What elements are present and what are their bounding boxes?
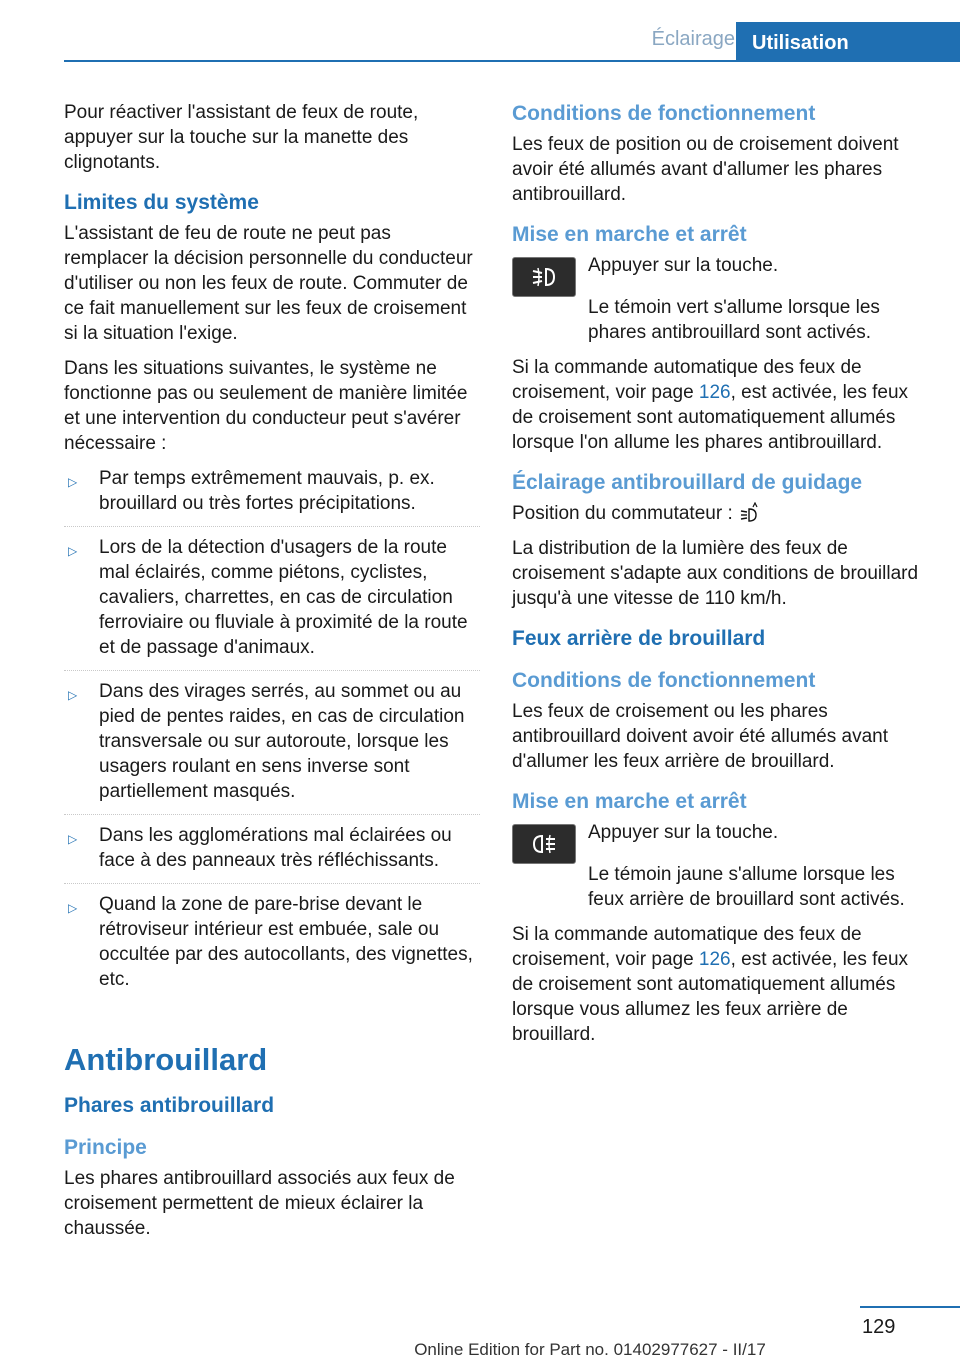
limits-heading: Limites du système bbox=[64, 191, 259, 214]
list-item: ▷ Quand la zone de pare-brise devant le rétroviseur intérieur est embuée, sale ou occultée par des autocollants, des vignettes, etc. bbox=[68, 894, 473, 990]
edition-note: Online Edition for Part no. 01402977627 - II/17 bbox=[414, 1340, 766, 1359]
rear-fog-button-row bbox=[512, 820, 928, 870]
page-link[interactable]: 126 bbox=[698, 382, 731, 403]
section-tab[interactable]: Éclairage bbox=[651, 28, 735, 50]
list-item: ▷ Dans les agglomérations mal éclairées ou face à des panneaux très réfléchissants. bbox=[64, 823, 480, 884]
auto-paragraph-1: Si la commande automatique des feux de croisement, voir page 126, est activée, les feux de croisement sont automatiquement allumés lorsque l'on allume les phares antibrouillard. bbox=[512, 357, 909, 453]
page-link[interactable]: 126 bbox=[698, 949, 731, 970]
triangle-bullet-icon: ▷ bbox=[68, 832, 78, 846]
conditions-heading-1: Conditions de fonctionnement bbox=[512, 102, 816, 125]
page-number: 129 bbox=[862, 1316, 896, 1338]
front-fog-button-icon bbox=[512, 257, 576, 297]
limits-paragraph-1: L'assistant de feu de route ne peut pas remplacer la décision personnelle du conducteur d'utiliser ou non les feux de route. Commuter de ce fait manuellement sur les feux de croisement si la situation l'exige. bbox=[64, 223, 473, 344]
press-instruction-1: Appuyer sur la touche. bbox=[588, 255, 779, 276]
right-column bbox=[512, 100, 928, 1057]
limits-list bbox=[64, 466, 480, 1002]
conditions-paragraph-2: Les feux de croisement ou les phares antibrouillard doivent avoir été allumés avant d'allumer les feux arrière de brouillard. bbox=[512, 701, 888, 772]
switch-position-line: Position du commutateur : bbox=[512, 501, 928, 526]
triangle-bullet-icon: ▷ bbox=[68, 475, 78, 489]
rear-fog-heading: Feux arrière de brouillard bbox=[512, 627, 766, 650]
left-column bbox=[64, 100, 480, 1251]
active-section-tab[interactable]: Utilisation bbox=[736, 22, 960, 62]
principle-heading: Principe bbox=[64, 1136, 147, 1159]
conditions-paragraph-1: Les feux de position ou de croisement doivent avoir été allumés avant d'allumer les phares antibrouillard. bbox=[512, 134, 899, 205]
conditions-heading-2: Conditions de fonctionnement bbox=[512, 669, 816, 692]
intro-paragraph: Pour réactiver l'assistant de feux de route, appuyer sur la touche sur la manette des clignotants. bbox=[64, 102, 419, 173]
guide-heading: Éclairage antibrouillard de guidage bbox=[512, 471, 863, 494]
list-item: ▷ Lors de la détection d'usagers de la route mal éclairés, comme piétons, cyclistes, cavaliers, charrettes, en cas de circulation ferroviaire ou fluviale à proximité de la route et de passage d'animaux. bbox=[64, 535, 480, 671]
main-heading: Antibrouillard bbox=[64, 1042, 268, 1077]
limits-paragraph-2: Dans les situations suivantes, le système ne fonctionne pas ou seulement de manière limitée et une intervention du conducteur peut s'avérer nécessaire : bbox=[64, 358, 468, 454]
on-off-heading-1: Mise en marche et arrêt bbox=[512, 223, 747, 246]
footer-rule bbox=[860, 1306, 960, 1308]
list-item: ▷ Dans des virages serrés, au sommet ou au pied de pentes raides, en cas de circulation transversale ou sur autoroute, lorsque les usagers roulant en sens inverse sont partiellement masqués. bbox=[64, 679, 480, 815]
indicator-green-text: Le témoin vert s'allume lorsque les phares antibrouillard sont activés. bbox=[588, 297, 880, 343]
list-item: ▷ Par temps extrêmement mauvais, p. ex. brouillard ou très fortes précipitations. bbox=[64, 466, 480, 527]
fog-guide-lamp-icon bbox=[739, 502, 761, 522]
indicator-yellow-text: Le témoin jaune s'allume lorsque les feux arrière de brouillard sont activés. bbox=[588, 864, 905, 910]
press-instruction-2: Appuyer sur la touche. bbox=[588, 822, 779, 843]
front-fog-button-row bbox=[512, 253, 928, 303]
triangle-bullet-icon: ▷ bbox=[68, 544, 78, 558]
principle-paragraph: Les phares antibrouillard associés aux feux de croisement permettent de mieux éclairer la chaussée. bbox=[64, 1168, 455, 1239]
auto-paragraph-2: Si la commande automatique des feux de croisement, voir page 126, est activée, les feux de croisement sont automatiquement allumés lorsque vous allumez les feux arrière de brouillard. bbox=[512, 924, 909, 1045]
guide-paragraph: La distribution de la lumière des feux de croisement s'adapte aux conditions de brouillard jusqu'à une vitesse de 110 km/h. bbox=[512, 538, 919, 609]
on-off-heading-2: Mise en marche et arrêt bbox=[512, 790, 747, 813]
rear-fog-button-icon bbox=[512, 824, 576, 864]
triangle-bullet-icon: ▷ bbox=[68, 688, 78, 702]
front-fog-heading: Phares antibrouillard bbox=[64, 1094, 275, 1117]
triangle-bullet-icon: ▷ bbox=[68, 901, 78, 915]
